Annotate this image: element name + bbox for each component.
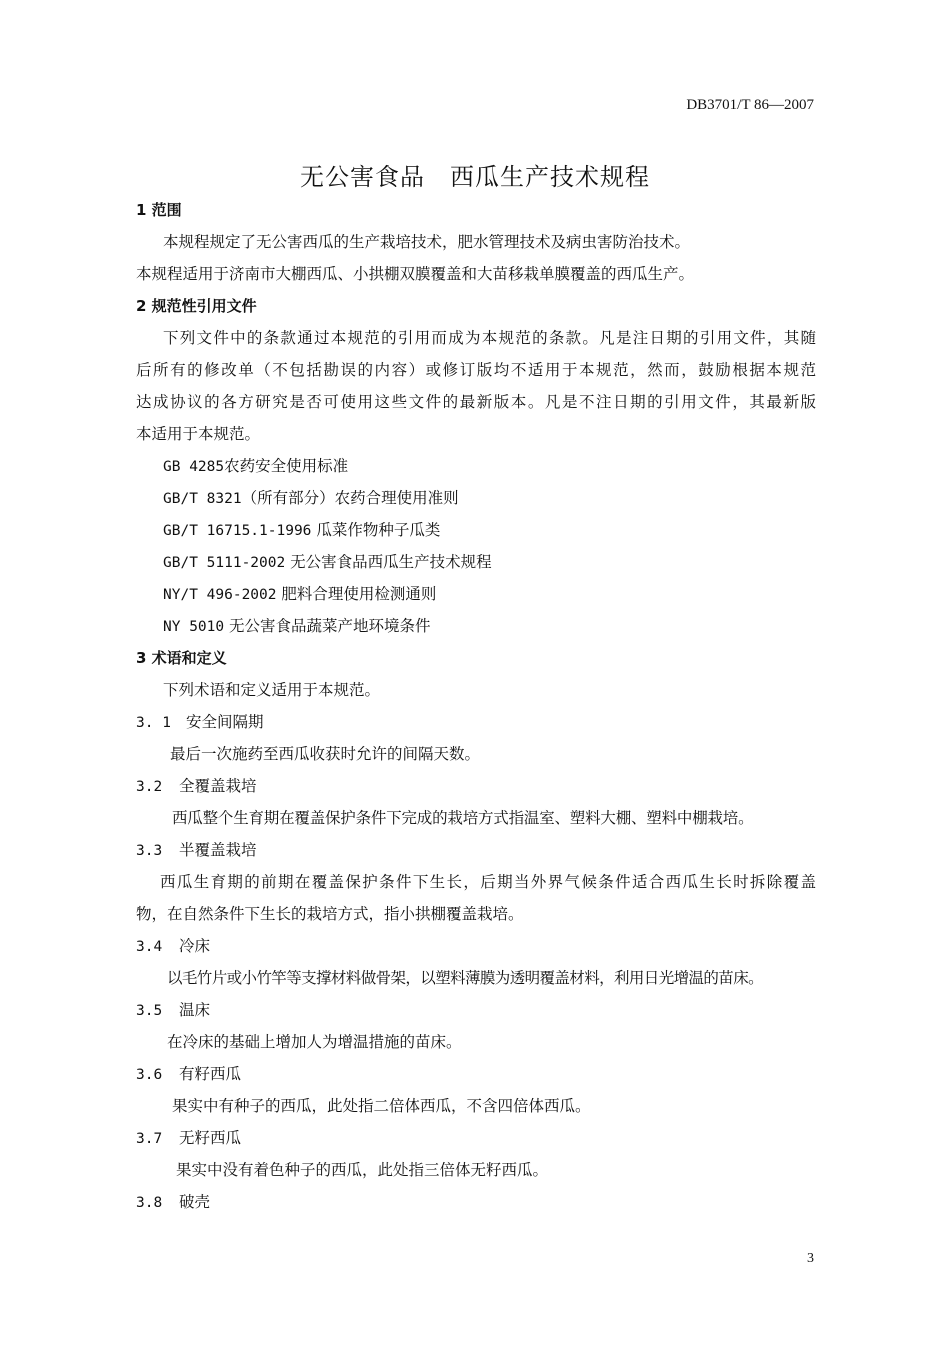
term-number: 3.5 — [136, 1003, 163, 1019]
reference-code: NY/T 496-2002 — [163, 587, 277, 603]
term-heading — [136, 1064, 241, 1084]
term-definition: 果实中有种子的西瓜，此处指二倍体西瓜，不含四倍体西瓜。 — [172, 1097, 591, 1115]
term-heading — [136, 776, 257, 796]
reference-code: GB/T 5111-2002 — [163, 555, 286, 571]
term-definition: 西瓜整个生育期在覆盖保护条件下完成的栽培方式指温室、塑料大棚、塑料中棚栽培。 — [172, 809, 754, 827]
term-number: 3.2 — [136, 779, 163, 795]
section-2-heading: 2 规范性引用文件 — [136, 297, 257, 315]
term-definition: 在冷床的基础上增加人为增温措施的苗床。 — [167, 1033, 462, 1051]
doc-code: DB3701/T 86—2007 — [686, 97, 814, 113]
reference-title: 无公害食品蔬菜产地环境条件 — [224, 617, 431, 635]
term-heading — [136, 712, 264, 732]
page-title: 无公害食品 西瓜生产技术规程 — [300, 163, 650, 191]
term-number: 3.7 — [136, 1131, 163, 1147]
reference-title: 瓜菜作物种子瓜类 — [311, 521, 441, 539]
term-heading — [136, 840, 257, 860]
reference-title: 肥料合理使用检测通则 — [276, 585, 437, 603]
term-number: 3.8 — [136, 1195, 163, 1211]
reference-code: NY 5010 — [163, 619, 225, 635]
reference-item — [163, 616, 431, 636]
term-definition: 物，在自然条件下生长的栽培方式，指小拱棚覆盖栽培。 — [136, 905, 524, 923]
reference-item — [163, 456, 348, 476]
term-heading — [136, 1128, 241, 1148]
reference-item — [163, 584, 436, 604]
section-2-para-line-4: 本适用于本规范。 — [136, 425, 261, 443]
term-heading — [136, 936, 210, 956]
term-name: 有籽西瓜 — [179, 1065, 242, 1083]
term-number: 3.4 — [136, 939, 163, 955]
reference-item — [163, 488, 459, 508]
section-3-intro: 下列术语和定义适用于本规范。 — [163, 681, 381, 699]
term-definition: 果实中没有着色种子的西瓜，此处指三倍体无籽西瓜。 — [176, 1161, 549, 1179]
reference-title: 无公害食品西瓜生产技术规程 — [285, 553, 492, 571]
term-definition: 最后一次施药至西瓜收获时允许的间隔天数。 — [170, 745, 481, 763]
term-name: 破壳 — [179, 1193, 211, 1211]
section-1-heading: 1 范围 — [136, 201, 182, 219]
section-1-para-2: 本规程适用于济南市大棚西瓜、小拱棚双膜覆盖和大苗移栽单膜覆盖的西瓜生产。 — [136, 265, 695, 283]
reference-code: GB/T 16715.1-1996 — [163, 523, 312, 539]
section-1-para-1: 本规程规定了无公害西瓜的生产栽培技术，肥水管理技术及病虫害防治技术。 — [163, 233, 691, 251]
section-3-heading: 3 术语和定义 — [136, 649, 227, 667]
section-2-para-line-2: 后所有的修改单（不包括勘误的内容）或修订版均不适用于本规范，然而，鼓励根据本规范 — [136, 361, 816, 379]
term-name: 安全间隔期 — [186, 713, 264, 731]
reference-item — [163, 520, 440, 540]
reference-title: （所有部分）农药合理使用准则 — [241, 489, 459, 507]
page-number: 3 — [807, 1251, 814, 1266]
term-name: 冷床 — [179, 937, 211, 955]
term-definition: 西瓜生育期的前期在覆盖保护条件下生长，后期当外界气候条件适合西瓜生长时拆除覆盖 — [160, 873, 816, 891]
term-name: 全覆盖栽培 — [179, 777, 257, 795]
term-name: 温床 — [179, 1001, 211, 1019]
term-number: 3. 1 — [136, 715, 171, 731]
reference-title: 农药安全使用标准 — [224, 457, 349, 475]
term-number: 3.3 — [136, 843, 163, 859]
section-2-para-line-1: 下列文件中的条款通过本规范的引用而成为本规范的条款。凡是注日期的引用文件，其随 — [163, 329, 816, 347]
reference-item — [163, 552, 492, 572]
term-name: 无籽西瓜 — [179, 1129, 242, 1147]
reference-code: GB 4285 — [163, 459, 225, 475]
term-heading — [136, 1000, 210, 1020]
section-2-para-line-3: 达成协议的各方研究是否可使用这些文件的最新版本。凡是不注日期的引用文件，其最新版 — [136, 393, 816, 411]
reference-code: GB/T 8321 — [163, 491, 242, 507]
term-name: 半覆盖栽培 — [179, 841, 257, 859]
term-heading — [136, 1192, 210, 1212]
term-number: 3.6 — [136, 1067, 163, 1083]
term-definition: 以毛竹片或小竹竿等支撑材料做骨架，以塑料薄膜为透明覆盖材料，利用日光增温的苗床。 — [167, 969, 764, 987]
